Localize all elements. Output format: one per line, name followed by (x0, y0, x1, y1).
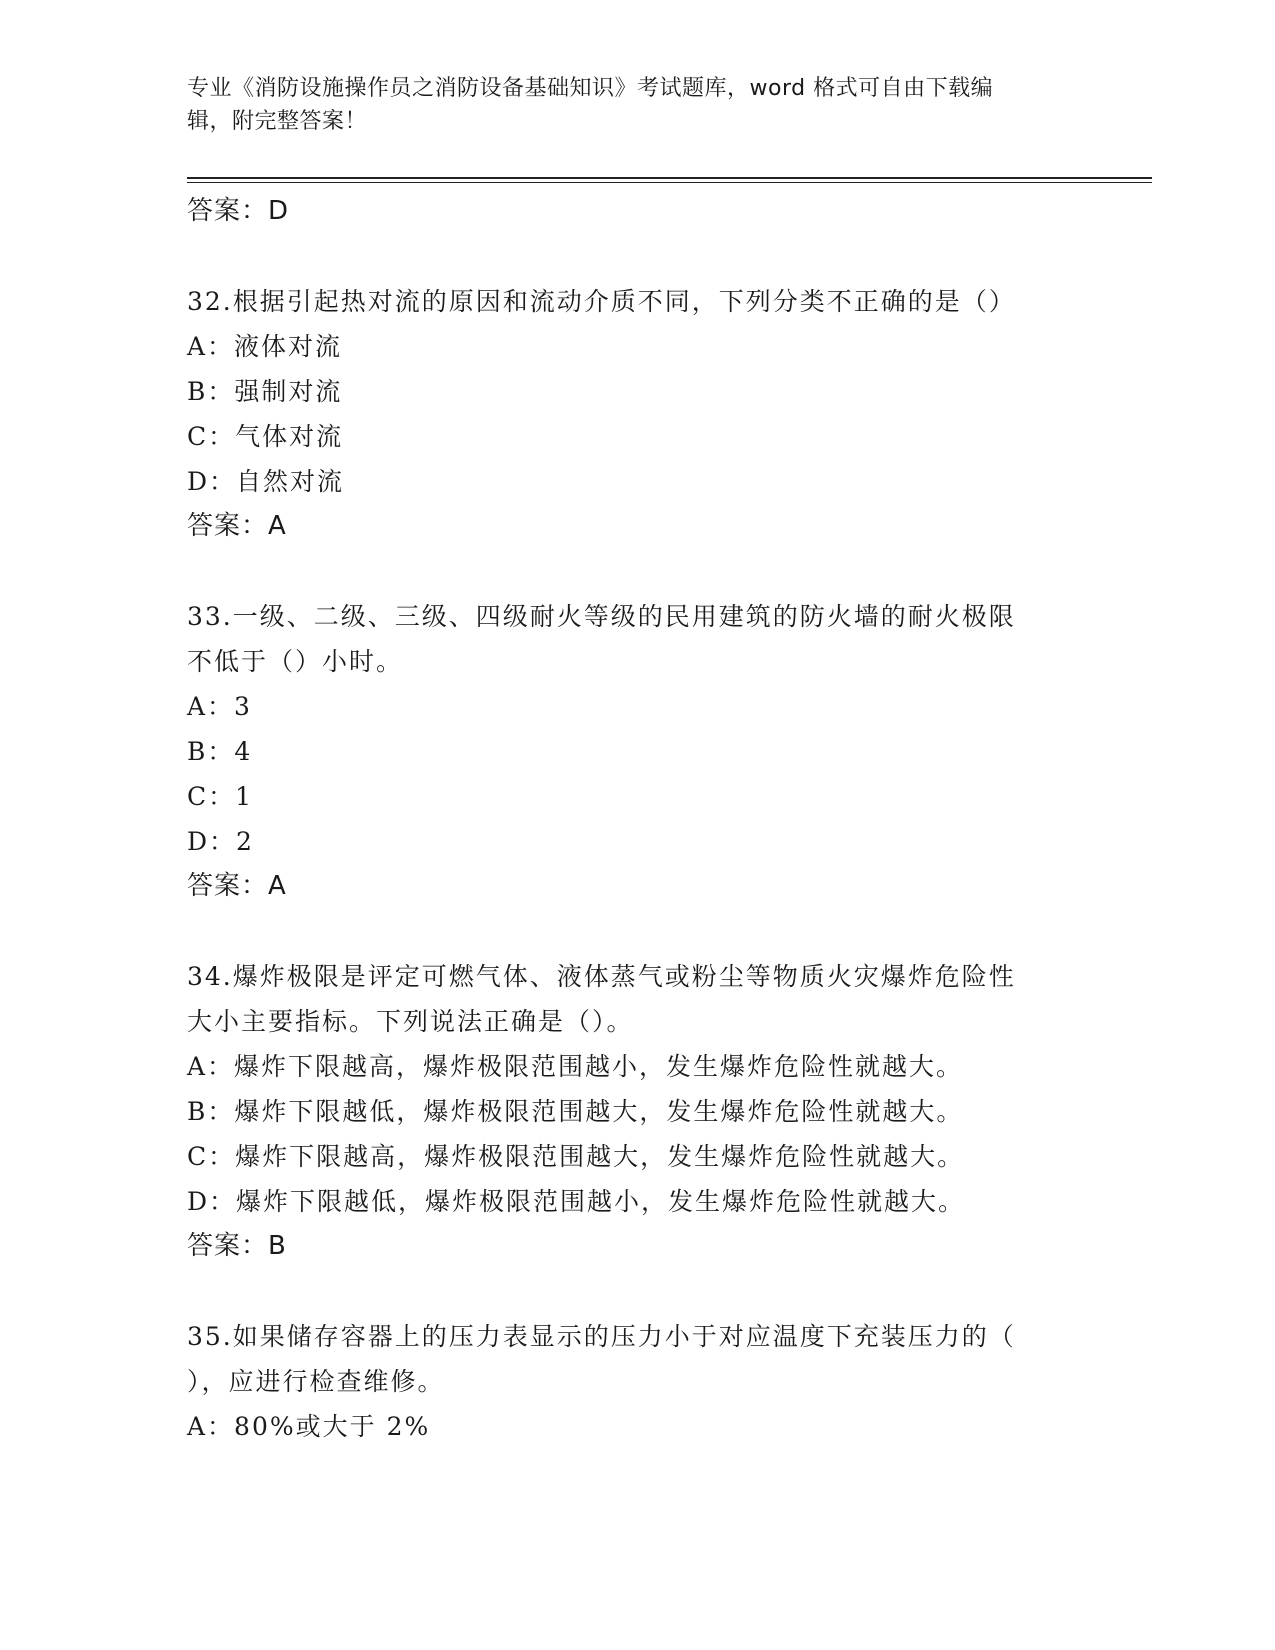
question-text: 不低于（）小时。 (187, 647, 404, 676)
spacer (187, 909, 1087, 954)
question-block (187, 1314, 1087, 1449)
header-divider (187, 182, 1152, 183)
option-d: D：自然对流 (187, 467, 345, 496)
answer-line: 答案：A (187, 511, 287, 541)
option-a: A：液体对流 (187, 332, 343, 361)
option-c: C：1 (187, 782, 254, 811)
spacer (187, 549, 1087, 594)
question-text: 大小主要指标。下列说法正确是（）。 (187, 1007, 634, 1036)
header-line: 专业《消防设施操作员之消防设备基础知识》考试题库，word 格式可自由下载编 (187, 76, 994, 101)
question-text: 35.如果储存容器上的压力表显示的压力小于对应温度下充装压力的（ (187, 1322, 1016, 1351)
question-block (187, 954, 1087, 1269)
answer-line: 答案：D (187, 196, 290, 226)
option-d: D：2 (187, 827, 254, 856)
option-c: C：爆炸下限越高，爆炸极限范围越大，发生爆炸危险性就越大。 (187, 1142, 965, 1171)
spacer (187, 234, 1087, 279)
answer-line: 答案：B (187, 1231, 287, 1261)
option-d: D：爆炸下限越低，爆炸极限范围越小，发生爆炸危险性就越大。 (187, 1187, 966, 1216)
option-a: A：3 (187, 692, 252, 721)
question-text: 34.爆炸极限是评定可燃气体、液体蒸气或粉尘等物质火灾爆炸危险性 (187, 962, 1016, 991)
question-list (187, 189, 1087, 1449)
document-header (187, 72, 1067, 138)
option-c: C：气体对流 (187, 422, 344, 451)
question-text: ），应进行检查维修。 (187, 1367, 445, 1396)
option-b: B：爆炸下限越低，爆炸极限范围越大，发生爆炸危险性就越大。 (187, 1097, 964, 1126)
question-text: 33.一级、二级、三级、四级耐火等级的民用建筑的防火墙的耐火极限 (187, 602, 1016, 631)
option-a: A：爆炸下限越高，爆炸极限范围越小，发生爆炸危险性就越大。 (187, 1052, 964, 1081)
option-b: B：强制对流 (187, 377, 343, 406)
question-block (187, 594, 1087, 909)
question-text: 32.根据引起热对流的原因和流动介质不同，下列分类不正确的是（） (187, 287, 1016, 316)
option-b: B：4 (187, 737, 253, 766)
question-block (187, 279, 1087, 549)
header-line: 辑，附完整答案！ (187, 109, 368, 134)
option-a: A：80%或大于 2% (187, 1412, 431, 1441)
answer-line: 答案：A (187, 871, 287, 901)
header-divider (187, 177, 1152, 179)
spacer (187, 1269, 1087, 1314)
